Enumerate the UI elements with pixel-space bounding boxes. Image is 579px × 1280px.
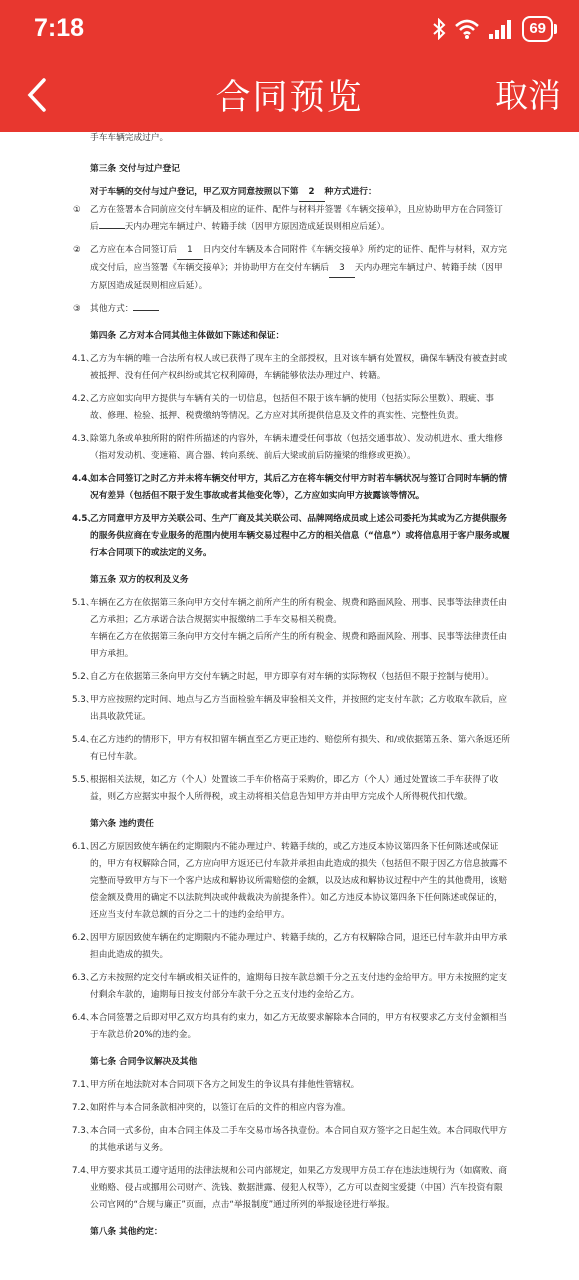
section-4-title: 第四条 乙方对本合同其他主体做如下陈述和保证： [90,331,285,341]
doc-top-text: 手车车辆完成过户。 [90,133,169,143]
method-number: 2 [299,184,325,202]
signal-icon [488,19,514,39]
bluetooth-icon [432,18,446,40]
clause-4-1: 4.1、 乙方为车辆的唯一合法所有权人或已获得了现车主的全部授权，且对该车辆有处置权，确保车辆没有被查封或被抵押、没有任何产权纠纷或其它权利障碍，车辆能够依法办理过户、转籍。 [72,354,507,381]
page-title: 合同预览 [215,78,364,118]
clause-4-4: 4.4、 如本合同签订之时乙方并未将车辆交付甲方，其后乙方在将车辆交付甲方时若车辆状况与签订合同时车辆的情况有差异（包括但不限于发生事故或者其他变化等），乙方应如实向甲方披露该等情况。 [72,474,507,501]
section-8-title: 第八条 其他约定： [90,1227,163,1237]
clause-7-2: 7.2、 如附件与本合同条款相冲突的，以签订在后的文件的相应内容为准。 [72,1103,351,1113]
clause-6-2: 6.2、 因甲方原因致使车辆在约定期限内不能办理过户、转籍手续的，乙方有权解除合同，退还已付车款并由甲方承担由此造成的损失。 [72,933,507,960]
clause-7-1: 7.1、 甲方所在地法院对本合同项下各方之间发生的争议具有排他性管辖权。 [72,1080,360,1090]
nav-bar [0,56,579,132]
cancel-button[interactable]: 取消 [495,76,561,115]
status-bar [0,0,579,56]
clause-4-2: 4.2、 乙方应如实向甲方提供与车辆有关的一切信息，包括但不限于该车辆的使用（包括实际公里数）、瑕疵、事故、修理、检验、抵押、税费缴纳等情况。乙方应对其所提供信息及文件的真实性、完整性负责。 [72,394,494,421]
clause-4-3: 4.3、 除第九条或单独所附的附件所描述的内容外，车辆未遭受任何事故（包括交通事故）、发动机进水、重大维修（指对发动机、变速箱、离合器、转向系统、前后大梁或前后防撞梁的维修或更换）。 [72,434,503,461]
clause-5-3: 5.3、 甲方应按照约定时间、地点与乙方当面检验车辆及审验相关文件，并按照约定支付车款；乙方收取车款后，应出具收款凭证。 [72,695,507,722]
status-icons [432,16,553,42]
clause-5-2: 5.2、 自乙方在依据第三条向甲方交付车辆之时起，甲方即享有对车辆的实际物权（包括但不限于控制与使用）。 [72,672,494,682]
clause-6-1: 6.1、 因乙方原因致使车辆在约定期限内不能办理过户、转籍手续的，或乙方违反本协议第四条下任何陈述或保证的，甲方有权解除合同，乙方应向甲方返还已付车款并承担由此造成的损失（包括但不限于因乙方信息披露不完整而导致甲方与下一个客户达成和解协议所需赔偿的金额，以及达成和解协议过程中产生的其他费用，该赔偿金额及费用的确定不以法院判决或仲裁裁决为前提条件）。如乙方违反本协议第四条下任何陈述或保证的，还应当支付车款总额的百分之二十的违约金给甲方。 [72,842,507,920]
clause-4-5: 4.5、 乙方同意甲方及甲方关联公司、生产厂商及其关联公司、品牌网络成员或上述公司委托为其或为乙方提供服务的服务供应商在专业服务的范围内使用车辆交易过程中乙方的相关信息（“信息”）或将信息用于客户服务或履行本合同项下的或法定的义务。 [72,514,510,558]
wifi-icon [454,18,480,40]
clause-6-3: 6.3、 乙方未按照约定交付车辆或相关证件的，逾期每日按车款总额千分之五支付违约金给甲方。甲方未按照约定支付剩余车款的，逾期每日按支付部分车款千分之五支付违约金给乙方。 [72,973,507,1000]
section-3-intro: 对于车辆的交付与过户登记，甲乙双方同意按照以下第 2 种方式进行： [0,184,579,202]
contract-document[interactable] [0,132,579,1280]
clause-5-1-cont: 车辆在乙方在依据第三条向甲方交付车辆之后所产生的所有税金、规费和路面风险、刑事、民事等法律责任由甲方承担。 [90,632,507,659]
battery-icon: 69 [522,16,553,42]
section-7-title: 第七条 合同争议解决及其他 [90,1057,198,1067]
clause-5-5: 5.5、 根据相关法规，如乙方（个人）处置该二手车价格高于采购价，即乙方（个人）通过处置该二手车获得了收益，则乙方应据实申报个人所得税，或主动将相关信息告知甲方并由甲方完成个人所得税代扣代缴。 [72,775,499,802]
section-3-option-1: ① 乙方在签署本合同前应交付车辆及相应的证件、配件与材料并签署《车辆交接单》，且应协助甲方在合同签订后 天内办理完车辆过户、转籍手续（因甲方原因造成延误则相应后延）。 [73,205,503,232]
section-6-title: 第六条 违约责任 [90,819,154,829]
clause-5-1: 5.1、 车辆在乙方在依据第三条向甲方交付车辆之前所产生的所有税金、规费和路面风险、刑事、民事等法律责任由乙方承担；乙方承诺合法合规据实申报缴纳二手车交易相关税费。 [72,598,507,625]
clause-5-4: 5.4、 在乙方违约的情形下，甲方有权扣留车辆直至乙方更正违约、赔偿所有损失、和/或依据第五条、第六条返还所有已付车款。 [72,735,510,762]
section-3-option-2: ② 乙方应在本合同签订后 1 日内交付车辆及本合同附件《车辆交接单》所约定的证件、配件与材料，双方完成交付后，应当签署《车辆交接单》；并协助甲方在交付车辆后 3 天内办理完车辆过户、转籍手续（因甲方原因造成延误则相应后延）。 [0,242,579,295]
app-header [0,0,579,132]
section-5-title: 第五条 双方的权利及义务 [90,575,189,585]
section-3-title: 第三条 交付与过户登记 [90,164,180,174]
clause-7-3: 7.3、 本合同一式多份，由本合同主体及二手车交易市场各执壹份。本合同自双方签字之日起生效。本合同取代甲方的其他承诺与义务。 [72,1126,507,1153]
section-3-option-3: ③ 其他方式： [0,301,579,318]
clause-6-4: 6.4、 本合同签署之后即对甲乙双方均具有约束力，如乙方无故要求解除本合同的，甲方有权要求乙方支付金额相当于车款总价20%的违约金。 [72,1013,507,1040]
clause-7-4: 7.4、 甲方要求其员工遵守适用的法律法规和公司内部规定，如果乙方发现甲方员工存在违法违规行为（如腐败、商业贿赂、侵占或挪用公司财产、洗钱、数据泄露、侵犯人权等），乙方可以查阅宝爱捷（中国）汽车投资有限公司官网的“合规与廉正”页面，点击“举报制度”通过所列的举报途径进行举报。 [72,1166,507,1210]
status-time: 7:18 [34,14,85,42]
